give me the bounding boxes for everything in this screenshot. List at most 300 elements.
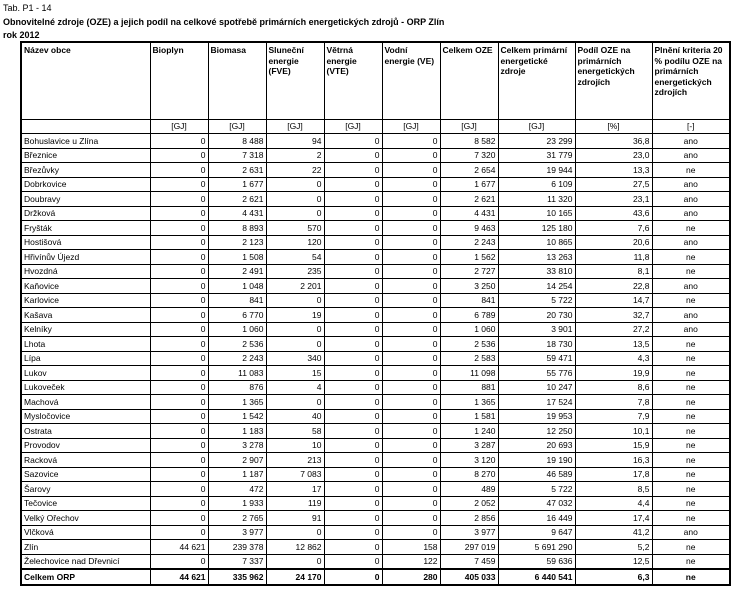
- value-cell: 12,5: [575, 554, 652, 569]
- value-cell: ne: [652, 380, 730, 395]
- col-header-hydro: Vodní energie (VE): [382, 42, 440, 120]
- value-cell: 3 977: [440, 525, 498, 540]
- value-cell: 7 459: [440, 554, 498, 569]
- year-label: rok 2012: [3, 30, 40, 40]
- value-cell: 9 463: [440, 221, 498, 236]
- value-cell: 11 320: [498, 192, 575, 207]
- unit-cell: [21, 120, 150, 134]
- table-row: [21, 554, 730, 569]
- table-label: Tab. P1 - 14: [3, 3, 52, 13]
- table-row: [21, 380, 730, 395]
- value-cell: 2 536: [440, 337, 498, 352]
- value-cell: 0: [382, 366, 440, 381]
- value-cell: 0: [382, 235, 440, 250]
- value-cell: 120: [266, 235, 324, 250]
- value-cell: 0: [324, 482, 382, 497]
- value-cell: ne: [652, 163, 730, 178]
- municipality-cell: Mysločovice: [21, 409, 150, 424]
- value-cell: 841: [440, 293, 498, 308]
- value-cell: 2: [266, 148, 324, 163]
- table-row: [21, 163, 730, 178]
- value-cell: 0: [150, 148, 208, 163]
- table-row: [21, 540, 730, 555]
- value-cell: 7,6: [575, 221, 652, 236]
- value-cell: 0: [382, 424, 440, 439]
- col-header-total-oze: Celkem OZE: [440, 42, 498, 120]
- value-cell: 2 654: [440, 163, 498, 178]
- value-cell: 0: [382, 308, 440, 323]
- value-cell: 22: [266, 163, 324, 178]
- value-cell: 0: [382, 279, 440, 294]
- municipality-cell: Velký Ořechov: [21, 511, 150, 526]
- value-cell: 8,1: [575, 264, 652, 279]
- unit-cell: [%]: [575, 120, 652, 134]
- value-cell: 0: [382, 148, 440, 163]
- value-cell: 1 060: [208, 322, 266, 337]
- municipality-cell: Doubravy: [21, 192, 150, 207]
- value-cell: 0: [266, 192, 324, 207]
- value-cell: 0: [150, 235, 208, 250]
- value-cell: 0: [266, 206, 324, 221]
- value-cell: 0: [382, 221, 440, 236]
- value-cell: 7,8: [575, 395, 652, 410]
- value-cell: 10,1: [575, 424, 652, 439]
- value-cell: ne: [652, 482, 730, 497]
- value-cell: 0: [150, 351, 208, 366]
- value-cell: 0: [150, 293, 208, 308]
- value-cell: 0: [382, 351, 440, 366]
- municipality-cell: Ostrata: [21, 424, 150, 439]
- value-cell: 0: [266, 337, 324, 352]
- value-cell: ne: [652, 221, 730, 236]
- table-row: [21, 438, 730, 453]
- value-cell: 0: [382, 409, 440, 424]
- value-cell: 4: [266, 380, 324, 395]
- value-cell: 7,9: [575, 409, 652, 424]
- value-cell: ne: [652, 467, 730, 482]
- value-cell: 0: [382, 177, 440, 192]
- value-cell: 19 953: [498, 409, 575, 424]
- unit-cell: [GJ]: [208, 120, 266, 134]
- value-cell: 2 201: [266, 279, 324, 294]
- value-cell: 2 583: [440, 351, 498, 366]
- value-cell: 6 770: [208, 308, 266, 323]
- value-cell: 3 901: [498, 322, 575, 337]
- value-cell: 36,8: [575, 134, 652, 149]
- value-cell: 5 722: [498, 482, 575, 497]
- municipality-cell: Hřivínův Újezd: [21, 250, 150, 265]
- value-cell: 58: [266, 424, 324, 439]
- value-cell: 2 856: [440, 511, 498, 526]
- value-cell: 55 776: [498, 366, 575, 381]
- municipality-cell: Hvozdná: [21, 264, 150, 279]
- value-cell: 0: [324, 511, 382, 526]
- value-cell: 1 365: [208, 395, 266, 410]
- col-header-solar: Sluneční energie (FVE): [266, 42, 324, 120]
- value-cell: 0: [382, 134, 440, 149]
- value-cell: 10 865: [498, 235, 575, 250]
- value-cell: 91: [266, 511, 324, 526]
- value-cell: 0: [382, 453, 440, 468]
- value-cell: 0: [266, 177, 324, 192]
- col-header-municipality: Název obce: [21, 42, 150, 120]
- value-cell: ne: [652, 395, 730, 410]
- value-cell: 0: [150, 525, 208, 540]
- table-row: [21, 250, 730, 265]
- value-cell: 54: [266, 250, 324, 265]
- value-cell: 0: [324, 540, 382, 555]
- header-row: [21, 42, 730, 120]
- value-cell: 0: [382, 337, 440, 352]
- value-cell: 1 240: [440, 424, 498, 439]
- value-cell: 41,2: [575, 525, 652, 540]
- value-cell: 0: [324, 264, 382, 279]
- value-cell: ne: [652, 453, 730, 468]
- value-cell: 0: [382, 511, 440, 526]
- value-cell: 0: [150, 308, 208, 323]
- value-cell: ne: [652, 511, 730, 526]
- value-cell: 6 789: [440, 308, 498, 323]
- value-cell: 0: [324, 221, 382, 236]
- value-cell: ne: [652, 569, 730, 585]
- col-header-share: Podíl OZE na primárních energetických zdrojích: [575, 42, 652, 120]
- municipality-cell: Dobrkovice: [21, 177, 150, 192]
- value-cell: 0: [324, 250, 382, 265]
- value-cell: 0: [324, 134, 382, 149]
- value-cell: 6 109: [498, 177, 575, 192]
- value-cell: 158: [382, 540, 440, 555]
- value-cell: 5 691 290: [498, 540, 575, 555]
- table-row: [21, 134, 730, 149]
- value-cell: 5,2: [575, 540, 652, 555]
- value-cell: 1 581: [440, 409, 498, 424]
- table-row: [21, 279, 730, 294]
- table-row: [21, 293, 730, 308]
- col-header-criterion: Plnění kriteria 20 % podílu OZE na primárních energetických zdrojích: [652, 42, 730, 120]
- value-cell: 2 621: [208, 192, 266, 207]
- value-cell: 40: [266, 409, 324, 424]
- unit-cell: [GJ]: [324, 120, 382, 134]
- value-cell: ano: [652, 235, 730, 250]
- value-cell: 0: [382, 250, 440, 265]
- value-cell: 2 907: [208, 453, 266, 468]
- table-row: [21, 337, 730, 352]
- value-cell: 0: [382, 192, 440, 207]
- table-row: [21, 482, 730, 497]
- municipality-cell: Machová: [21, 395, 150, 410]
- col-header-biomass: Biomasa: [208, 42, 266, 120]
- value-cell: 2 491: [208, 264, 266, 279]
- col-header-biogas: Bioplyn: [150, 42, 208, 120]
- municipality-cell: Bohuslavice u Zlína: [21, 134, 150, 149]
- value-cell: 0: [324, 496, 382, 511]
- value-cell: 19,9: [575, 366, 652, 381]
- value-cell: 2 243: [208, 351, 266, 366]
- value-cell: 0: [324, 438, 382, 453]
- value-cell: 876: [208, 380, 266, 395]
- value-cell: 20,6: [575, 235, 652, 250]
- value-cell: 405 033: [440, 569, 498, 585]
- municipality-cell: Lípa: [21, 351, 150, 366]
- value-cell: 15: [266, 366, 324, 381]
- value-cell: 0: [150, 322, 208, 337]
- unit-cell: [GJ]: [150, 120, 208, 134]
- value-cell: 13,5: [575, 337, 652, 352]
- value-cell: 0: [150, 279, 208, 294]
- value-cell: 0: [324, 293, 382, 308]
- value-cell: 0: [150, 409, 208, 424]
- value-cell: 0: [324, 206, 382, 221]
- value-cell: 0: [150, 467, 208, 482]
- unit-cell: [-]: [652, 120, 730, 134]
- value-cell: 0: [150, 250, 208, 265]
- municipality-cell: Sazovice: [21, 467, 150, 482]
- value-cell: 33 810: [498, 264, 575, 279]
- value-cell: 11,8: [575, 250, 652, 265]
- value-cell: 19: [266, 308, 324, 323]
- value-cell: 3 120: [440, 453, 498, 468]
- value-cell: 489: [440, 482, 498, 497]
- value-cell: ano: [652, 279, 730, 294]
- municipality-cell: Karlovice: [21, 293, 150, 308]
- value-cell: 0: [382, 438, 440, 453]
- value-cell: 0: [150, 337, 208, 352]
- value-cell: 122: [382, 554, 440, 569]
- value-cell: 2 052: [440, 496, 498, 511]
- value-cell: 12 250: [498, 424, 575, 439]
- value-cell: 17,8: [575, 467, 652, 482]
- value-cell: ne: [652, 366, 730, 381]
- value-cell: ano: [652, 148, 730, 163]
- value-cell: 0: [324, 148, 382, 163]
- value-cell: 0: [382, 380, 440, 395]
- value-cell: 6,3: [575, 569, 652, 585]
- value-cell: 0: [324, 322, 382, 337]
- value-cell: 1 048: [208, 279, 266, 294]
- value-cell: 0: [150, 438, 208, 453]
- value-cell: 2 123: [208, 235, 266, 250]
- value-cell: 0: [150, 395, 208, 410]
- col-header-total-primary: Celkem primární energetické zdroje: [498, 42, 575, 120]
- value-cell: ne: [652, 337, 730, 352]
- value-cell: 17 524: [498, 395, 575, 410]
- unit-cell: [GJ]: [382, 120, 440, 134]
- unit-cell: [GJ]: [498, 120, 575, 134]
- value-cell: 27,5: [575, 177, 652, 192]
- value-cell: 2 631: [208, 163, 266, 178]
- value-cell: 8 270: [440, 467, 498, 482]
- table-row: [21, 511, 730, 526]
- value-cell: 24 170: [266, 569, 324, 585]
- value-cell: 47 032: [498, 496, 575, 511]
- value-cell: 12 862: [266, 540, 324, 555]
- value-cell: 23,1: [575, 192, 652, 207]
- value-cell: 0: [266, 395, 324, 410]
- table-row: [21, 366, 730, 381]
- municipality-cell: Lukov: [21, 366, 150, 381]
- value-cell: 3 977: [208, 525, 266, 540]
- value-cell: 2 765: [208, 511, 266, 526]
- value-cell: 0: [324, 525, 382, 540]
- value-cell: 0: [150, 511, 208, 526]
- value-cell: 0: [150, 192, 208, 207]
- value-cell: 0: [150, 554, 208, 569]
- table-row: [21, 148, 730, 163]
- value-cell: ano: [652, 192, 730, 207]
- value-cell: ne: [652, 250, 730, 265]
- value-cell: 7 320: [440, 148, 498, 163]
- municipality-cell: Březůvky: [21, 163, 150, 178]
- value-cell: ne: [652, 438, 730, 453]
- value-cell: 2 243: [440, 235, 498, 250]
- value-cell: 5 722: [498, 293, 575, 308]
- value-cell: ne: [652, 264, 730, 279]
- value-cell: ne: [652, 409, 730, 424]
- value-cell: 0: [324, 395, 382, 410]
- value-cell: 23,0: [575, 148, 652, 163]
- value-cell: 0: [382, 322, 440, 337]
- municipality-cell: Lukoveček: [21, 380, 150, 395]
- municipality-cell: Šarovy: [21, 482, 150, 497]
- total-row: [21, 569, 730, 585]
- value-cell: 16,3: [575, 453, 652, 468]
- value-cell: 0: [150, 134, 208, 149]
- value-cell: 15,9: [575, 438, 652, 453]
- value-cell: 19 944: [498, 163, 575, 178]
- value-cell: 1 933: [208, 496, 266, 511]
- value-cell: 0: [324, 235, 382, 250]
- table-row: [21, 467, 730, 482]
- value-cell: 0: [150, 482, 208, 497]
- value-cell: 22,8: [575, 279, 652, 294]
- value-cell: 0: [150, 453, 208, 468]
- value-cell: 19 190: [498, 453, 575, 468]
- value-cell: 10 247: [498, 380, 575, 395]
- value-cell: 11 083: [208, 366, 266, 381]
- value-cell: 0: [324, 163, 382, 178]
- value-cell: 2 536: [208, 337, 266, 352]
- value-cell: 340: [266, 351, 324, 366]
- municipality-cell: Březnice: [21, 148, 150, 163]
- municipality-cell: Hostišová: [21, 235, 150, 250]
- value-cell: 14,7: [575, 293, 652, 308]
- value-cell: 0: [382, 163, 440, 178]
- value-cell: 20 693: [498, 438, 575, 453]
- value-cell: 0: [324, 453, 382, 468]
- value-cell: 44 621: [150, 569, 208, 585]
- value-cell: 570: [266, 221, 324, 236]
- value-cell: 18 730: [498, 337, 575, 352]
- value-cell: 0: [150, 206, 208, 221]
- value-cell: ne: [652, 424, 730, 439]
- value-cell: 0: [324, 337, 382, 352]
- value-cell: 0: [324, 409, 382, 424]
- municipality-cell: Kaňovice: [21, 279, 150, 294]
- value-cell: 1 677: [440, 177, 498, 192]
- municipality-cell: Fryšták: [21, 221, 150, 236]
- value-cell: 239 378: [208, 540, 266, 555]
- value-cell: 17,4: [575, 511, 652, 526]
- municipality-cell: Lhota: [21, 337, 150, 352]
- value-cell: 4 431: [208, 206, 266, 221]
- value-cell: 0: [266, 554, 324, 569]
- value-cell: ano: [652, 308, 730, 323]
- value-cell: 27,2: [575, 322, 652, 337]
- value-cell: 0: [382, 496, 440, 511]
- unit-cell: [GJ]: [440, 120, 498, 134]
- value-cell: 472: [208, 482, 266, 497]
- value-cell: 1 060: [440, 322, 498, 337]
- value-cell: 1 183: [208, 424, 266, 439]
- value-cell: 6 440 541: [498, 569, 575, 585]
- municipality-cell: Zlín: [21, 540, 150, 555]
- value-cell: 43,6: [575, 206, 652, 221]
- value-cell: 0: [150, 380, 208, 395]
- value-cell: ano: [652, 322, 730, 337]
- value-cell: 0: [324, 569, 382, 585]
- value-cell: 11 098: [440, 366, 498, 381]
- value-cell: 4,4: [575, 496, 652, 511]
- table-row: [21, 206, 730, 221]
- value-cell: 0: [324, 177, 382, 192]
- municipality-cell: Kelníky: [21, 322, 150, 337]
- table-row: [21, 453, 730, 468]
- value-cell: 1 542: [208, 409, 266, 424]
- value-cell: 0: [382, 395, 440, 410]
- value-cell: 881: [440, 380, 498, 395]
- value-cell: 8 488: [208, 134, 266, 149]
- value-cell: 0: [266, 322, 324, 337]
- value-cell: 213: [266, 453, 324, 468]
- municipality-cell: Celkem ORP: [21, 569, 150, 585]
- table-row: [21, 235, 730, 250]
- value-cell: 1 187: [208, 467, 266, 482]
- value-cell: 8 893: [208, 221, 266, 236]
- value-cell: 0: [324, 279, 382, 294]
- value-cell: ne: [652, 351, 730, 366]
- table-row: [21, 409, 730, 424]
- table-row: [21, 192, 730, 207]
- value-cell: 0: [150, 496, 208, 511]
- value-cell: 1 562: [440, 250, 498, 265]
- value-cell: 0: [150, 264, 208, 279]
- value-cell: 0: [324, 424, 382, 439]
- municipality-cell: Racková: [21, 453, 150, 468]
- value-cell: 94: [266, 134, 324, 149]
- value-cell: 235: [266, 264, 324, 279]
- value-cell: 1 677: [208, 177, 266, 192]
- value-cell: 17: [266, 482, 324, 497]
- table-row: [21, 264, 730, 279]
- col-header-wind: Větrná energie (VTE): [324, 42, 382, 120]
- municipality-cell: Provodov: [21, 438, 150, 453]
- value-cell: 280: [382, 569, 440, 585]
- value-cell: 20 730: [498, 308, 575, 323]
- value-cell: 8,5: [575, 482, 652, 497]
- value-cell: ne: [652, 554, 730, 569]
- value-cell: 0: [150, 221, 208, 236]
- value-cell: 46 589: [498, 467, 575, 482]
- value-cell: 0: [382, 525, 440, 540]
- value-cell: 0: [324, 366, 382, 381]
- value-cell: 1 508: [208, 250, 266, 265]
- value-cell: 1 365: [440, 395, 498, 410]
- value-cell: 125 180: [498, 221, 575, 236]
- table-row: [21, 322, 730, 337]
- value-cell: 31 779: [498, 148, 575, 163]
- value-cell: 2 727: [440, 264, 498, 279]
- table-row: [21, 424, 730, 439]
